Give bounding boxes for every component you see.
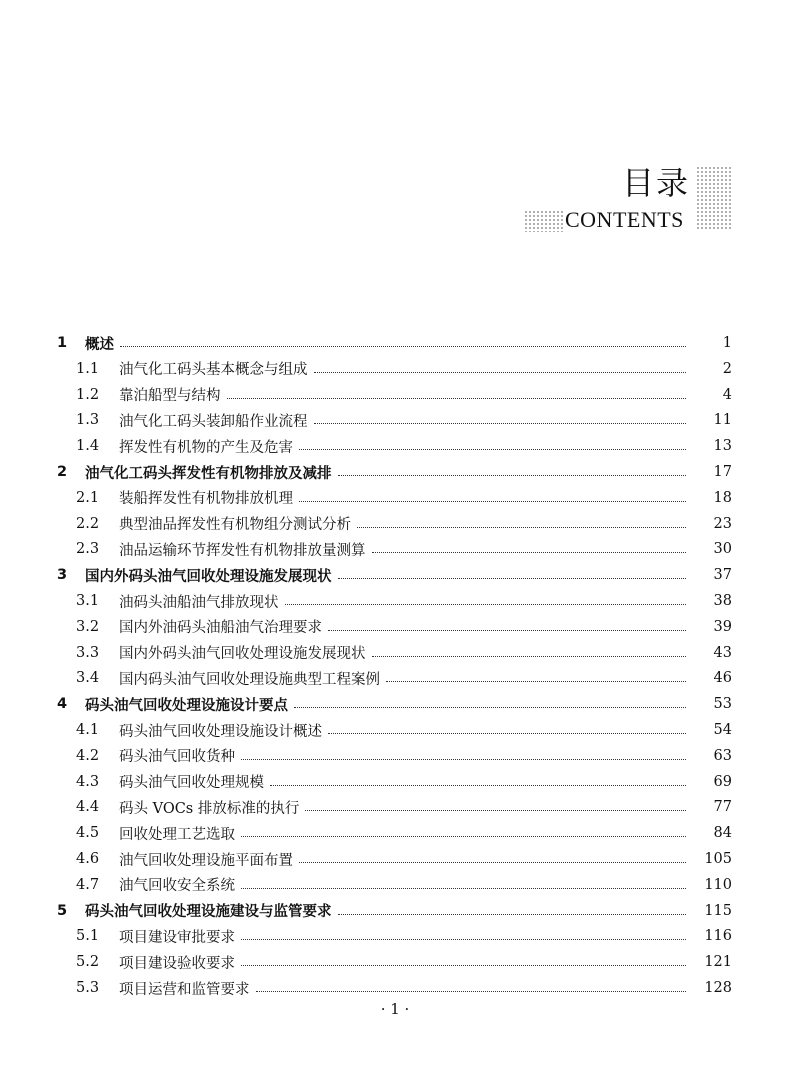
toc-dot-leader	[357, 526, 686, 528]
toc-section-entry[interactable]	[0, 356, 790, 382]
toc-dot-leader	[299, 500, 686, 502]
toc-entry-number: 2.1	[76, 489, 100, 506]
contents-title-en: CONTENTS	[565, 207, 684, 232]
toc-entry-title: 油品运输环节挥发性有机物排放量测算	[119, 542, 366, 559]
toc-entry-number: 1	[57, 335, 68, 351]
toc-entry-page: 54	[713, 722, 732, 738]
toc-entry-number: 5.2	[76, 954, 100, 971]
toc-dot-leader	[386, 680, 686, 682]
toc-entry-page: 46	[713, 670, 732, 687]
toc-dot-leader	[372, 551, 687, 553]
toc-section-entry[interactable]	[0, 949, 790, 975]
toc-entry-number: 3.1	[76, 593, 100, 609]
toc-entry-title: 项目建设验收要求	[119, 955, 235, 972]
toc-entry-page: 18	[713, 489, 732, 506]
toc-entry-page: 1	[722, 335, 732, 351]
toc-chapter-entry[interactable]	[0, 562, 790, 588]
toc-entry-title: 概述	[85, 336, 114, 353]
toc-dot-leader	[299, 861, 686, 863]
toc-section-entry[interactable]	[0, 536, 790, 562]
toc-dot-leader	[241, 964, 686, 966]
toc-section-entry[interactable]	[0, 743, 790, 769]
toc-section-entry[interactable]	[0, 872, 790, 898]
toc-section-entry[interactable]	[0, 665, 790, 691]
toc-entry-number: 4	[57, 696, 68, 713]
toc-entry-page: 39	[713, 618, 732, 635]
toc-entry-title: 油气化工码头装卸船作业流程	[119, 413, 308, 430]
dot-pattern-vertical-decoration	[696, 166, 732, 230]
toc-entry-page: 38	[713, 593, 732, 609]
contents-header	[0, 0, 790, 250]
toc-dot-leader	[338, 913, 687, 915]
toc-dot-leader	[305, 809, 686, 811]
toc-entry-number: 5.1	[76, 928, 100, 945]
toc-entry-title: 码头油气回收处理规模	[119, 775, 264, 792]
toc-entry-page: 69	[713, 773, 732, 790]
toc-chapter-entry[interactable]	[0, 330, 790, 356]
toc-dot-leader	[328, 629, 686, 631]
toc-entry-title: 国内外油码头油船油气治理要求	[119, 620, 322, 637]
toc-entry-title: 油气化工码头挥发性有机物排放及减排	[85, 465, 332, 482]
toc-entry-page: 63	[713, 747, 732, 764]
toc-dot-leader	[294, 706, 686, 708]
toc-entry-title: 靠泊船型与结构	[119, 388, 221, 405]
toc-chapter-entry[interactable]	[0, 898, 790, 924]
toc-entry-number: 4.2	[76, 747, 100, 764]
toc-section-entry[interactable]	[0, 769, 790, 795]
toc-entry-number: 1.4	[76, 438, 100, 455]
toc-dot-leader	[328, 732, 686, 734]
toc-section-entry[interactable]	[0, 433, 790, 459]
toc-entry-number: 4.6	[76, 851, 100, 867]
toc-entry-page: 105	[704, 851, 732, 867]
toc-section-entry[interactable]	[0, 382, 790, 408]
toc-entry-title: 码头油气回收处理设施建设与监管要求	[85, 904, 332, 921]
toc-entry-number: 4.7	[76, 876, 100, 893]
toc-entry-page: 17	[713, 464, 732, 480]
toc-entry-title: 油气回收处理设施平面布置	[119, 852, 293, 869]
toc-entry-title: 回收处理工艺选取	[119, 826, 235, 843]
toc-entry-page: 11	[713, 412, 732, 429]
toc-section-entry[interactable]	[0, 846, 790, 872]
toc-dot-leader	[241, 758, 686, 760]
toc-entry-number: 3	[57, 567, 68, 584]
toc-chapter-entry[interactable]	[0, 691, 790, 717]
toc-entry-page: 115	[704, 902, 732, 919]
page-number: · 1 ·	[380, 1000, 410, 1018]
toc-entry-number: 3.3	[76, 644, 100, 661]
toc-entry-page: 77	[713, 799, 732, 816]
toc-entry-page: 121	[704, 954, 732, 971]
toc-entry-number: 1.3	[76, 412, 100, 429]
toc-entry-number: 2.2	[76, 515, 100, 532]
toc-entry-title: 码头 VOCs 排放标准的执行	[119, 800, 300, 817]
toc-entry-title: 挥发性有机物的产生及危害	[119, 439, 293, 456]
toc-entry-number: 1.2	[76, 386, 100, 403]
toc-section-entry[interactable]	[0, 640, 790, 666]
toc-section-entry[interactable]	[0, 717, 790, 743]
toc-entry-page: 110	[704, 876, 732, 893]
toc-section-entry[interactable]	[0, 485, 790, 511]
toc-entry-title: 油气回收安全系统	[119, 878, 235, 895]
toc-entry-number: 5	[57, 902, 68, 919]
contents-title-cn: 目录	[621, 164, 690, 202]
toc-dot-leader	[120, 345, 686, 347]
toc-entry-title: 油码头油船油气排放现状	[119, 594, 279, 611]
toc-dot-leader	[270, 784, 686, 786]
toc-section-entry[interactable]	[0, 614, 790, 640]
toc-entry-page: 4	[722, 386, 732, 403]
toc-entry-page: 116	[704, 928, 732, 945]
dot-pattern-horizontal-decoration	[524, 210, 564, 232]
toc-entry-title: 油气化工码头基本概念与组成	[119, 362, 308, 379]
toc-entry-page: 43	[713, 644, 732, 661]
toc-section-entry[interactable]	[0, 794, 790, 820]
toc-entry-title: 项目运营和监管要求	[119, 981, 250, 998]
toc-dot-leader	[241, 835, 686, 837]
toc-entry-page: 23	[713, 515, 732, 532]
toc-entry-number: 5.3	[76, 980, 100, 996]
toc-entry-title: 典型油品挥发性有机物组分测试分析	[119, 517, 351, 534]
toc-entry-page: 2	[722, 360, 732, 377]
toc-section-entry[interactable]	[0, 975, 790, 1001]
toc-entry-page: 128	[704, 980, 732, 996]
toc-entry-number: 4.1	[76, 722, 100, 738]
toc-section-entry[interactable]	[0, 511, 790, 537]
toc-entry-number: 3.4	[76, 670, 100, 687]
toc-entry-title: 码头油气回收处理设施设计要点	[85, 697, 288, 714]
toc-dot-leader	[241, 938, 686, 940]
toc-entry-number: 2.3	[76, 541, 100, 558]
toc-dot-leader	[314, 371, 687, 373]
toc-dot-leader	[338, 474, 687, 476]
toc-entry-number: 2	[57, 464, 68, 480]
toc-entry-title: 国内码头油气回收处理设施典型工程案例	[119, 671, 380, 688]
toc-entry-number: 4.4	[76, 799, 100, 816]
toc-section-entry[interactable]	[0, 820, 790, 846]
toc-entry-number: 4.5	[76, 825, 100, 842]
toc-dot-leader	[372, 655, 687, 657]
toc-entry-title: 装船挥发性有机物排放机理	[119, 491, 293, 508]
toc-entry-page: 37	[713, 567, 732, 584]
toc-dot-leader	[256, 990, 687, 992]
toc-entry-page: 84	[713, 825, 732, 842]
toc-entry-title: 国内外码头油气回收处理设施发展现状	[119, 646, 366, 663]
toc-entry-page: 13	[713, 438, 732, 455]
toc-dot-leader	[227, 397, 687, 399]
toc-dot-leader	[285, 603, 687, 605]
toc-entry-title: 项目建设审批要求	[119, 929, 235, 946]
toc-dot-leader	[314, 422, 687, 424]
toc-section-entry[interactable]	[0, 407, 790, 433]
toc-section-entry[interactable]	[0, 588, 790, 614]
toc-entry-title: 码头油气回收处理设施设计概述	[119, 723, 322, 740]
toc-entry-number: 3.2	[76, 618, 100, 635]
toc-entry-page: 30	[713, 541, 732, 558]
toc-entry-page: 53	[713, 696, 732, 713]
toc-dot-leader	[299, 448, 686, 450]
toc-entry-number: 1.1	[76, 360, 100, 377]
toc-dot-leader	[241, 887, 686, 889]
toc-dot-leader	[338, 577, 687, 579]
toc-section-entry[interactable]	[0, 923, 790, 949]
toc-entry-title: 国内外码头油气回收处理设施发展现状	[85, 568, 332, 585]
toc-chapter-entry[interactable]	[0, 459, 790, 485]
toc-entry-title: 码头油气回收货种	[119, 749, 235, 766]
toc-entry-number: 4.3	[76, 773, 100, 790]
